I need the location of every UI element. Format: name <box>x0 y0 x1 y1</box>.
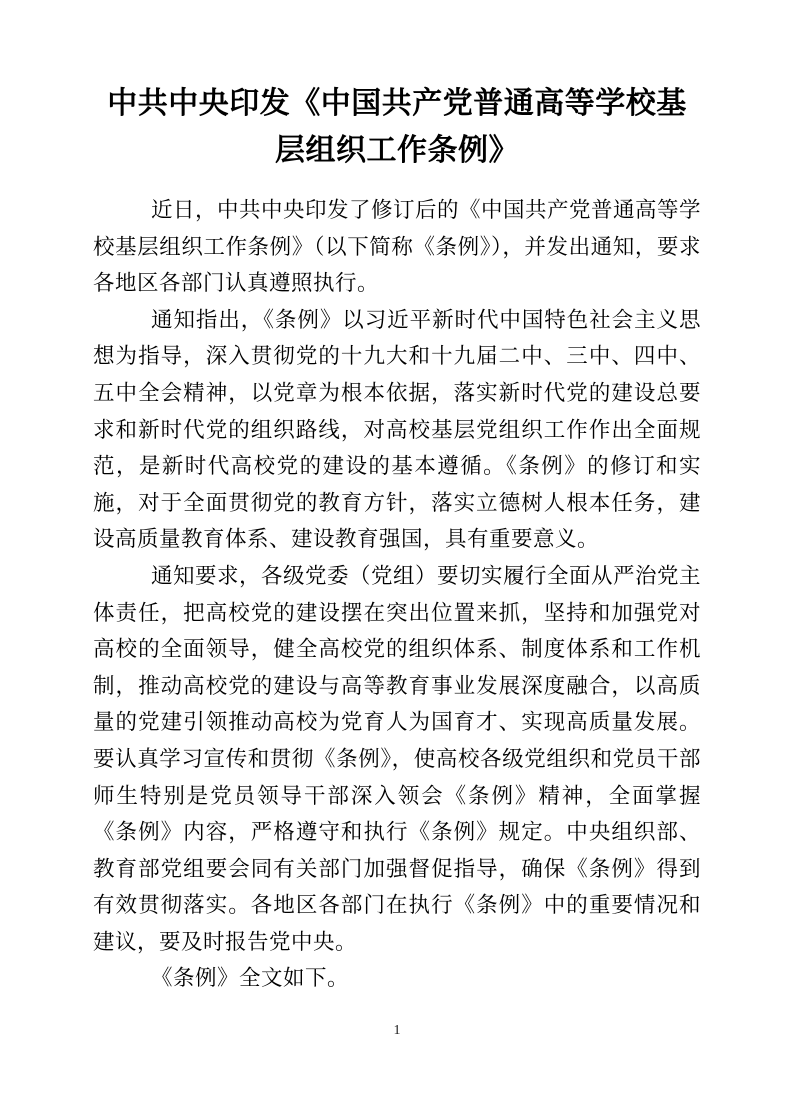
paragraph-fulltext-lead-in: 《条例》全文如下。 <box>151 966 350 991</box>
document-body <box>93 0 701 997</box>
document-title <box>93 80 701 174</box>
paragraph-notice-requirements: 通知要求，各级党委（党组）要切实履行全面从严治党主体责任，把高校党的建设摆在突出位置来抓，坚持和加强党对高校的全面领导，健全高校党的组织体系、制度体系和工作机制，推动高校党的建设与高等教育事业发展深度融合，以高质量的党建引领推动高校为党育人为国育才、实现高质量发展。要认真学习宣传和贯彻《条例》，使高校各级党组织和党员干部师生特别是党员领导干部深入领会《条例》精神，全面掌握《条例》内容，严格遵守和执行《条例》规定。中央组织部、教育部党组要会同有关部门加强督促指导，确保《条例》得到有效贯彻落实。各地区各部门在执行《条例》中的重要情况和建议，要及时报告党中央。 <box>93 563 702 954</box>
title-line-2: 层组织工作条例》 <box>275 134 519 167</box>
title-line-1: 中共中央印发《中国共产党普通高等学校基 <box>107 87 687 120</box>
paragraph-issuance-notice: 近日，中共中央印发了修订后的《中国共产党普通高等学校基层组织工作条例》（以下简称《条例》），并发出通知，要求各地区各部门认真遵照执行。 <box>93 198 702 296</box>
page-number: 1 <box>393 1023 401 1038</box>
paragraph-notice-points: 通知指出，《条例》以习近平新时代中国特色社会主义思想为指导，深入贯彻党的十九大和十九届二中、三中、四中、五中全会精神，以党章为根本依据，落实新时代党的建设总要求和新时代党的组织路线，对高校基层党组织工作作出全面规范，是新时代高校党的建设的基本遵循。《条例》的修订和实施，对于全面贯彻党的教育方针，落实立德树人根本任务，建设高质量教育体系、建设教育强国，具有重要意义。 <box>93 307 701 552</box>
